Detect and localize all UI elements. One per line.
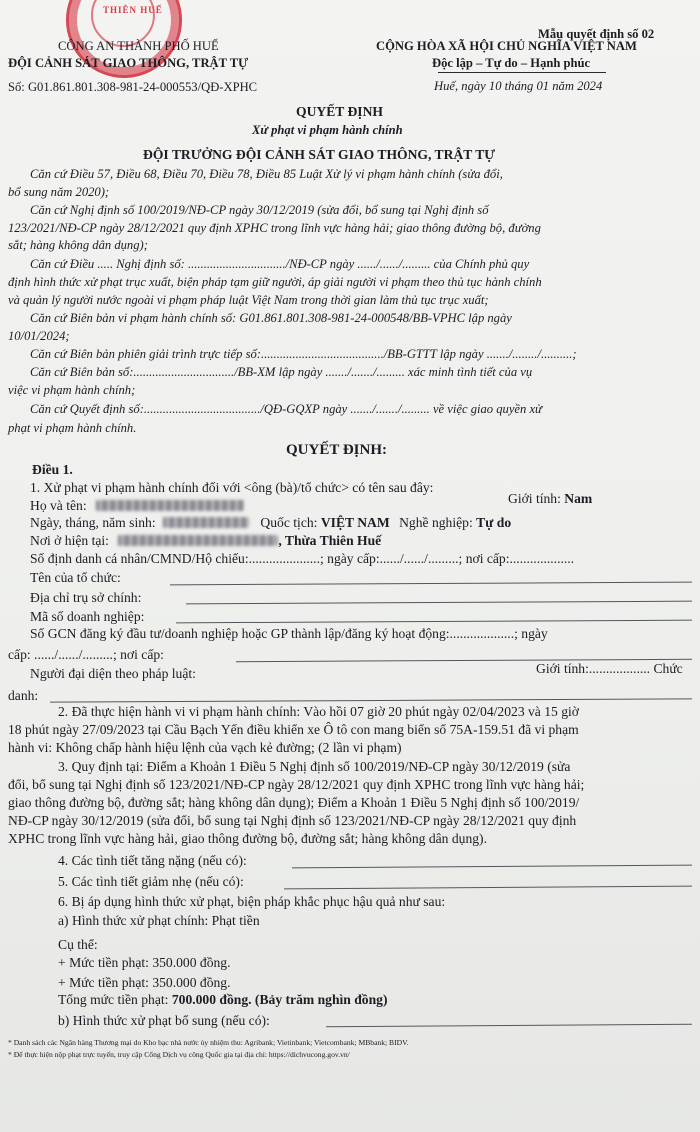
representative-title: danh: — [8, 688, 39, 703]
nationality-label: Quốc tịch: — [260, 515, 318, 530]
dob-label: Ngày, tháng, năm sinh: — [30, 515, 156, 530]
document-subtitle: Xử phạt vi phạm hành chính — [252, 123, 403, 137]
total-fine-row — [58, 991, 388, 1008]
violation-line: 2. Đã thực hiện hành vi vi phạm hành chính: Vào hồi 07 giờ 20 phút ngày 02/04/2023 và 15 giờ — [58, 704, 579, 719]
tax-code-label: Mã số doanh nghiệp: — [30, 609, 145, 624]
representative-label: Người đại diện theo pháp luật: — [30, 666, 196, 681]
decision-number: Số: G01.861.801.308-981-24-000553/QĐ-XPHC — [8, 80, 258, 94]
violation-line: hành vi: Không chấp hành hiệu lệnh của vạch kẻ đường; (2 lần vi phạm) — [8, 740, 402, 755]
redacted-dob — [163, 517, 249, 528]
fine-item-2: + Mức tiền phạt: 350.000 đồng. — [58, 975, 231, 990]
mitigating-label: 5. Các tình tiết giảm nhẹ (nếu có): — [58, 874, 244, 889]
basis-line: Căn cứ Quyết định số:...................................../QĐ-GQXP ngày ......./......./......... về việc giao quyền xử — [30, 402, 542, 416]
redacted-name — [96, 500, 244, 511]
name-row — [30, 497, 244, 514]
basis-line: Căn cứ Biên bản số:................................/BB-XM lập ngày ......./......./......... xác minh tình tiết của vụ — [30, 365, 533, 379]
redacted-address — [118, 535, 278, 546]
basis-line: Căn cứ Nghị định số 100/2019/NĐ-CP ngày 30/12/2019 (sửa đổi, bổ sung tại Nghị định số — [30, 203, 489, 217]
gender-value: Nam — [564, 491, 593, 506]
violation-line: 18 phút ngày 27/09/2023 tại Cầu Bạch Yến điều khiển xe Ô tô con mang biển số 75A-159.51 đã vi phạm — [8, 722, 579, 737]
basis-line: Căn cứ Điều 57, Điều 68, Điều 70, Điều 78, Điều 85 Luật Xử lý vi phạm hành chính (sửa đổi, — [30, 167, 503, 181]
additional-penalty-label: b) Hình thức xử phạt bổ sung (nếu có): — [58, 1013, 270, 1028]
regulation-line: XPHC trong lĩnh vực hàng hải, giao thông đường bộ, đường sắt; hàng không dân dụng). — [8, 831, 487, 846]
basis-line: sắt; hàng không dân dụng); — [8, 238, 148, 252]
residence-row — [30, 532, 381, 549]
form-number: Mẫu quyết định số 02 — [538, 27, 655, 41]
motto-underline — [438, 72, 606, 73]
name-label: Họ và tên: — [30, 498, 87, 513]
basis-line: Căn cứ Biên bản vi phạm hành chính số: G01.861.801.308-981-24-000548/BB-VPHC lập ngày — [30, 311, 512, 325]
gender-row — [508, 490, 592, 507]
residence-value: , Thừa Thiên Huế — [278, 533, 382, 548]
regulation-line: 3. Quy định tại: Điểm a Khoản 1 Điều 5 Nghị định số 100/2019/NĐ-CP ngày 30/12/2019 (sửa — [58, 759, 571, 774]
basis-line: và quản lý người nước ngoài vi phạm pháp luật Việt Nam trong thời gian làm thủ tục trục xuất; — [8, 293, 489, 307]
footnote-banks: * Danh sách các Ngân hàng Thương mại do Kho bạc nhà nước ủy nhiệm thu: Agribank; Vietinbank; Vietcombank; MBbank; BIDV. — [8, 1038, 409, 1047]
id-row: Số định danh cá nhân/CMND/Hộ chiếu:.....................; ngày cấp:....../....../.........; nơi cấp:................... — [30, 551, 575, 566]
unit-name: ĐỘI CẢNH SÁT GIAO THÔNG, TRẬT TỰ — [8, 56, 249, 70]
mitigating-dotline — [284, 886, 692, 890]
org-address-label: Địa chỉ trụ sở chính: — [30, 590, 142, 605]
org-address-dotline — [186, 601, 692, 605]
org-name-dotline — [170, 582, 692, 586]
tax-code-dotline — [176, 620, 692, 624]
total-fine-label: Tổng mức tiền phạt: — [58, 992, 169, 1007]
decision-heading: QUYẾT ĐỊNH: — [286, 442, 387, 458]
occupation-value: Tự do — [476, 515, 512, 530]
total-fine-value: 700.000 đồng. (Bảy trăm nghìn đồng) — [171, 992, 388, 1007]
measures-label: 6. Bị áp dụng hình thức xử phạt, biện pháp khắc phục hậu quả như sau: — [58, 894, 446, 909]
basis-line: bổ sung năm 2020); — [8, 185, 110, 199]
fine-item-1: + Mức tiền phạt: 350.000 đồng. — [58, 955, 231, 970]
representative-gender: Giới tính:.................. Chức — [536, 661, 683, 676]
gender-label: Giới tính: — [508, 491, 561, 506]
regulation-line: NĐ-CP ngày 30/12/2019 (sửa đổi, bổ sung tại Nghị định số 123/2021/NĐ-CP ngày 28/12/2021 quy định — [8, 813, 577, 828]
country-name: CỘNG HÒA XÃ HỘI CHỦ NGHĨA VIỆT NAM — [376, 39, 637, 53]
aggravating-label: 4. Các tình tiết tăng nặng (nếu có): — [58, 853, 247, 868]
basis-line: 123/2021/NĐ-CP ngày 28/12/2021 quy định XPHC trong lĩnh vực hàng hải; giao thông đường bộ, đường — [8, 221, 541, 235]
place-date: Huế, ngày 10 tháng 01 năm 2024 — [434, 79, 603, 93]
detail-label: Cụ thể: — [58, 937, 98, 952]
document-title: QUYẾT ĐỊNH — [296, 104, 383, 119]
gcn-line: Số GCN đăng ký đầu tư/doanh nghiệp hoặc GP thành lập/đăng ký hoạt động:...................; ngày — [30, 626, 548, 641]
additional-penalty-dotline — [326, 1024, 692, 1028]
national-motto: Độc lập – Tự do – Hạnh phúc — [432, 56, 591, 70]
footnote-online-payment: * Để thực hiện nộp phạt trực tuyến, truy cập Cổng Dịch vụ công Quốc gia tại địa chỉ: https://dichvucong.gov.vn/ — [8, 1050, 350, 1059]
regulation-line: giao thông đường bộ, đường sắt; hàng không dân dụng); Điểm a Khoản 1 Điều 5 Nghị định số 100/2019/ — [8, 795, 580, 810]
basis-line: phạt vi phạm hành chính. — [8, 421, 137, 435]
stamp-text: THIÊN HUẾ — [103, 5, 163, 15]
basis-line: Căn cứ Biên bản phiên giải trình trực tiếp số:......................................./BB-GTTT lập ngày ......./......../..........; — [30, 347, 577, 361]
article-heading: Điều 1. — [32, 462, 73, 477]
org-name-label: Tên của tổ chức: — [30, 570, 121, 585]
basis-line: 10/01/2024; — [8, 329, 70, 343]
basis-line: việc vi phạm hành chính; — [8, 383, 136, 397]
residence-label: Nơi ở hiện tại: — [30, 533, 109, 548]
gcn-line-2: cấp: ....../....../.........; nơi cấp: — [8, 647, 164, 662]
basis-line: Căn cứ Điều ..... Nghị định số: .............................../NĐ-CP ngày ....../....../......... của Chính phủ quy — [30, 257, 530, 271]
aggravating-dotline — [292, 865, 692, 869]
regulation-line: đổi, bổ sung tại Nghị định số 123/2021/NĐ-CP ngày 28/12/2021 quy định XPHC trong lĩnh vực hàng hải; — [8, 777, 585, 792]
agency-name: CÔNG AN THÀNH PHỐ HUẾ — [58, 39, 219, 53]
dob-row — [30, 514, 511, 531]
main-penalty: a) Hình thức xử phạt chính: Phạt tiền — [58, 913, 260, 928]
nationality-value: VIỆT NAM — [320, 515, 390, 530]
penalty-target: 1. Xử phạt vi phạm hành chính đối với <ông (bà)/tổ chức> có tên sau đây: — [30, 480, 434, 495]
occupation-label: Nghề nghiệp: — [399, 515, 473, 530]
issuing-authority: ĐỘI TRƯỞNG ĐỘI CẢNH SÁT GIAO THÔNG, TRẬT TỰ — [143, 147, 496, 162]
basis-line: định hình thức xử phạt trục xuất, biện pháp tạm giữ người, áp giải người vi phạm theo thủ tục hành chính — [8, 275, 542, 289]
